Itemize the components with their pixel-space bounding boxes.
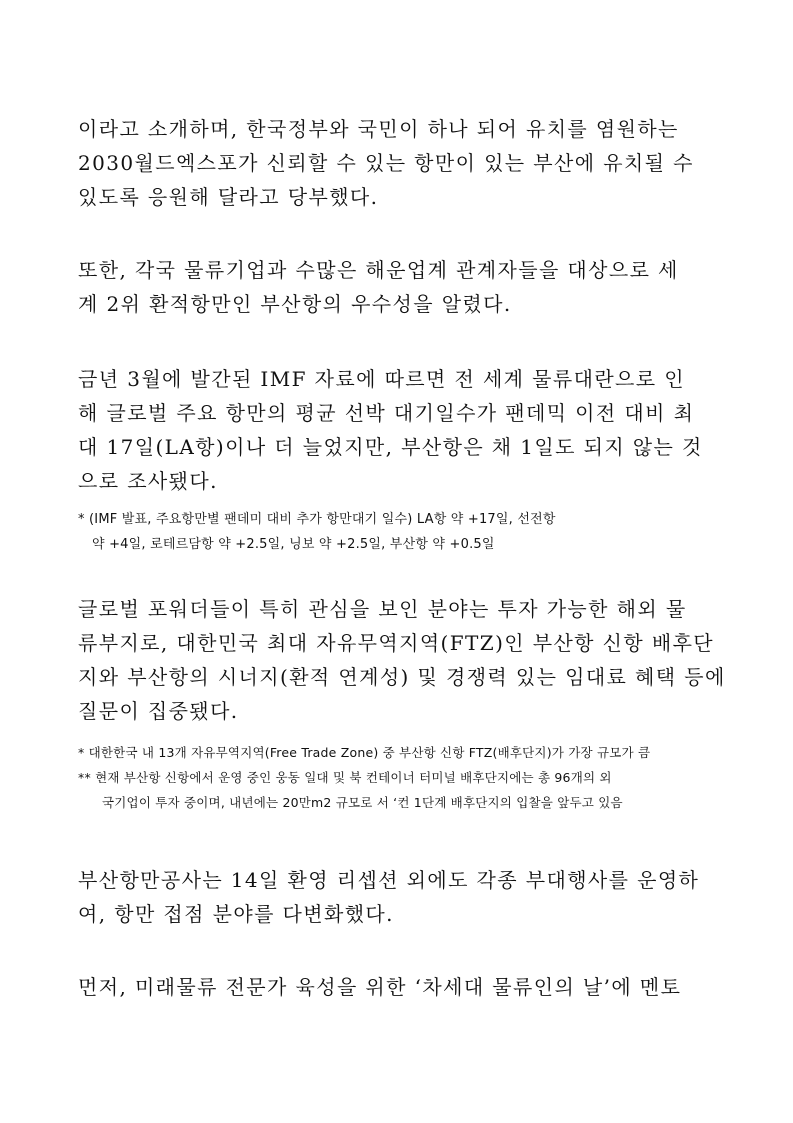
text-line: 2030월드엑스포가 신뢰할 수 있는 항만이 있는 부산에 유치될 수: [78, 151, 694, 175]
paragraph-side-events: [78, 863, 718, 931]
text-line: 해 글로벌 주요 항만의 평균 선박 대기일수가 팬데믹 이전 대비 최: [78, 401, 695, 425]
text-line: 으로 조사됐다.: [78, 469, 218, 493]
paragraph-mentoring: [78, 970, 718, 1004]
text-line: 질문이 집중됐다.: [78, 699, 239, 723]
text-line: 또한, 각국 물류기업과 수많은 해운업계 관계자들을 대상으로 세: [78, 258, 679, 282]
text-line: 이라고 소개하며, 한국정부와 국민이 하나 되어 유치를 염원하는: [78, 117, 679, 141]
footnote-investment: [78, 765, 728, 815]
text-line: 지와 부산항의 시너지(환적 연계성) 및 경쟁력 있는 임대료 혜택 등에: [78, 665, 726, 689]
text-line: 글로벌 포워더들이 특히 관심을 보인 분야는 투자 가능한 해외 물: [78, 597, 687, 621]
paragraph-imf-data: [78, 362, 718, 498]
text-line: 먼저, 미래물류 전문가 육성을 위한 ‘차세대 물류인의 날’에 멘토: [78, 975, 682, 999]
text-line: 여, 항만 접점 분야를 다변화했다.: [78, 902, 394, 926]
paragraph-busan-port-excellence: [78, 253, 718, 321]
text-line: 부산항만공사는 14일 환영 리셉션 외에도 각종 부대행사를 운영하: [78, 868, 700, 892]
footnote-line: ** 현재 부산항 신항에서 운영 중인 웅동 일대 및 북 컨테이너 터미널 배후단지에는 총 96개의 외: [78, 770, 612, 785]
footnote-line: 약 +4일, 로테르담항 약 +2.5일, 닝보 약 +2.5일, 부산항 약 +0.5일: [92, 537, 495, 552]
footnote-imf: [78, 507, 728, 557]
footnote-line: 국기업이 투자 중이며, 내년에는 20만m2 규모로 서 ‘컨 1단계 배후단지의 입찰을 앞두고 있음: [102, 795, 623, 810]
text-line: 류부지로, 대한민국 최대 자유무역지역(FTZ)인 부산항 신항 배후단: [78, 631, 715, 655]
footnote-line: * 대한한국 내 13개 자유무역지역(Free Trade Zone) 중 부산항 신항 FTZ(배후단지)가 가장 규모가 큼: [78, 745, 651, 760]
footnote-ftz: [78, 740, 728, 765]
text-line: 계 2위 환적항만인 부산항의 우수성을 알렸다.: [78, 292, 512, 316]
text-line: 금년 3월에 발간된 IMF 자료에 따르면 전 세계 물류대란으로 인: [78, 367, 685, 391]
paragraph-forwarders-interest: [78, 592, 726, 728]
text-line: 대 17일(LA항)이나 더 늘었지만, 부산항은 채 1일도 되지 않는 것: [78, 435, 703, 459]
paragraph-expo-support: [78, 112, 718, 214]
text-line: 있도록 응원해 달라고 당부했다.: [78, 185, 379, 209]
footnote-line: * (IMF 발표, 주요항만별 팬데미 대비 추가 항만대기 일수) LA항 약 +17일, 선전항: [78, 512, 556, 527]
